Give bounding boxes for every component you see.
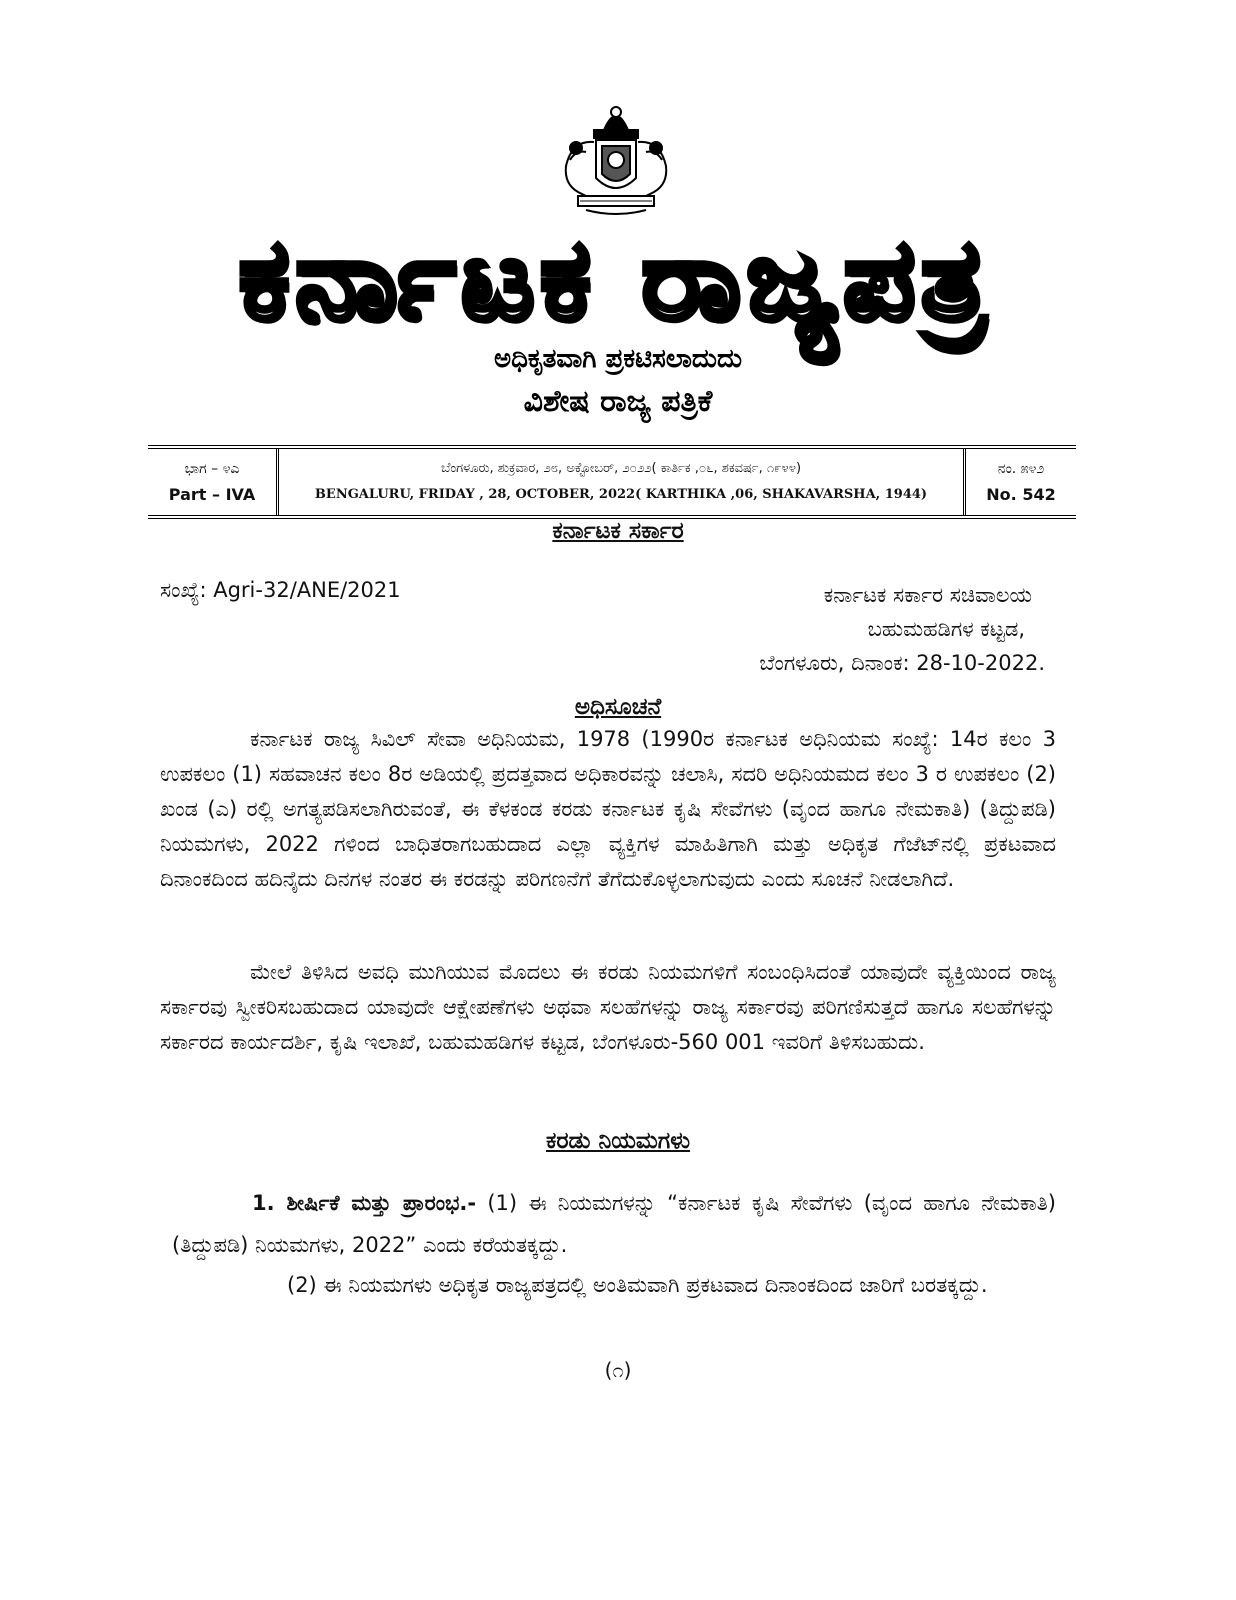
- part-kannada: ಭಾಗ – ೪ಎ: [184, 461, 240, 477]
- notification-paragraph-2: ಮೇಲೆ ತಿಳಿಸಿದ ಅವಧಿ ಮುಗಿಯುವ ಮೊದಲು ಈ ಕರಡು ನಿಯಮಗಳಿಗೆ ಸಂಬಂಧಿಸಿದಂತೆ ಯಾವುದೇ ವ್ಯಕ್ತಿಯಿಂದ ರಾಜ್ಯ ಸರ್ಕಾರವು ಸ್ವೀಕರಿಸಬಹುದಾದ ಯಾವುದೇ ಆಕ್ಷೇಪಣೆಗಳು ಅಥವಾ ಸಲಹೆಗಳನ್ನು ರಾಜ್ಯ ಸರ್ಕಾರವು ಪರಿಗಣಿಸುತ್ತದೆ ಹಾಗೂ ಸಲಹೆಗಳನ್ನು ಸರ್ಕಾರದ ಕಾರ್ಯದರ್ಶಿ, ಕೃಷಿ ಇಲಾಖೆ, ಬಹುಮಹಡಿಗಳ ಕಟ್ಟಡ, ಬೆಂಗಳೂರು-560 001 ಇವರಿಗೆ ತಿಳಿಸಬಹುದು.: [160, 960, 1056, 1054]
- page-number: (೧): [604, 1358, 632, 1382]
- gazette-masthead-title: ಕರ್ನಾಟಕ ರಾಜ್ಯಪತ್ರ: [238, 215, 992, 345]
- office-line-2: ಬಹುಮಹಡಿಗಳ ಕಟ್ಟಡ,: [867, 617, 1025, 641]
- draft-rules-heading: ಕರಡು ನಿಯಮಗಳು: [545, 1128, 691, 1154]
- issue-number-kannada: ನಂ. ೫೪೨: [997, 461, 1045, 477]
- masthead-tagline: ಅಧಿಕೃತವಾಗಿ ಪ್ರಕಟಿಸಲಾದುದು: [493, 344, 743, 374]
- rule-1-title-and-commencement: [172, 1182, 1056, 1266]
- rule-1-subrule-2: (2) ಈ ನಿಯಮಗಳು ಅಧಿಕೃತ ರಾಜ್ಯಪತ್ರದಲ್ಲಿ ಅಂತಿಮವಾಗಿ ಪ್ರಕಟವಾದ ದಿನಾಂಕದಿಂದ ಜಾರಿಗೆ ಬರತಕ್ಕದ್ದು.: [287, 1273, 988, 1297]
- part-english: Part – IVA: [168, 485, 256, 504]
- notification-heading: ಅಧಿಸೂಚನೆ: [574, 694, 662, 720]
- rule-1-text: (1) ಈ ನಿಯಮಗಳನ್ನು “ಕರ್ನಾಟಕ ಕೃಷಿ ಸೇವೆಗಳು (ವೃಂದ ಹಾಗೂ ನೇಮಕಾತಿ) (ತಿದ್ದುಪಡಿ) ನಿಯಮಗಳು, 2022” ಎಂದು ಕರೆಯತಕ್ಕದ್ದು.: [172, 1191, 1056, 1257]
- office-line-1: ಕರ್ನಾಟಕ ಸರ್ಕಾರ ಸಚಿವಾಲಯ: [823, 583, 1032, 607]
- government-heading: ಕರ್ನಾಟಕ ಸರ್ಕಾರ: [552, 518, 684, 544]
- office-address: [700, 578, 1045, 680]
- issue-date-kannada: ಬೆಂಗಳೂರು, ಶುಕ್ರವಾರ, ೨೮, ಅಕ್ಟೋಬರ್, ೨೦೨೨( ಕಾರ್ತಿಕ ,೦೬, ಶಕವರ್ಷ, ೧೯೪೪): [440, 461, 802, 476]
- notification-paragraph-1: ಕರ್ನಾಟಕ ರಾಜ್ಯ ಸಿವಿಲ್ ಸೇವಾ ಅಧಿನಿಯಮ, 1978 (1990ರ ಕರ್ನಾಟಕ ಅಧಿನಿಯಮ ಸಂಖ್ಯೆ: 14ರ ಕಲಂ 3 ಉಪಕಲಂ (1) ಸಹವಾಚನ ಕಲಂ 8ರ ಅಡಿಯಲ್ಲಿ ಪ್ರದತ್ತವಾದ ಅಧಿಕಾರವನ್ನು ಚಲಾಸಿ, ಸದರಿ ಅಧಿನಿಯಮದ ಕಲಂ 3 ರ ಉಪಕಲಂ (2) ಖಂಡ (ಎ) ರಲ್ಲಿ ಅಗತ್ಯಪಡಿಸಲಾಗಿರುವಂತೆ, ಈ ಕೆಳಕಂಡ ಕರಡು ಕರ್ನಾಟಕ ಕೃಷಿ ಸೇವೆಗಳು (ವೃಂದ ಹಾಗೂ ನೇಮಕಾತಿ) (ತಿದ್ದುಪಡಿ) ನಿಯಮಗಳು, 2022 ಗಳಿಂದ ಬಾಧಿತರಾಗಬಹುದಾದ ಎಲ್ಲಾ ವ್ಯಕ್ತಿಗಳ ಮಾಹಿತಿಗಾಗಿ ಮತ್ತು ಅಧಿಕೃತ ಗೆಜೆಟ್‌ನಲ್ಲಿ ಪ್ರಕಟವಾದ ದಿನಾಂಕದಿಂದ ಹದಿನೈದು ದಿನಗಳ ನಂತರ ಈ ಕರಡನ್ನು ಪರಿಗಣನೆಗೆ ತೆಗೆದುಕೊಳ್ಳಲಾಗುವುದು ಎಂದು ಸೂಚನೆ ನೀಡಲಾಗಿದೆ.: [160, 727, 1056, 891]
- rule-1-title: 1. ಶೀರ್ಷಿಕೆ ಮತ್ತು ಪ್ರಾರಂಭ.-: [252, 1191, 477, 1215]
- reference-number: ಸಂಖ್ಯೆ: Agri-32/ANE/2021: [160, 578, 401, 602]
- office-date-line: ಬೆಂಗಳೂರು, ದಿನಾಂಕ: 28-10-2022.: [759, 651, 1045, 675]
- issue-number-english: No. 542: [986, 485, 1056, 504]
- issue-date-cell: [279, 449, 966, 515]
- issue-date-english: BENGALURU, FRIDAY , 28, OCTOBER, 2022( KARTHIKA ,06, SHAKAVARSHA, 1944): [314, 487, 928, 502]
- state-emblem-icon: [556, 100, 676, 216]
- masthead-subtitle: ವಿಶೇಷ ರಾಜ್ಯ ಪತ್ರಿಕೆ: [523, 384, 713, 419]
- issue-info-box: [148, 445, 1076, 519]
- issue-part-cell: [148, 449, 279, 515]
- issue-number-cell: [966, 449, 1076, 515]
